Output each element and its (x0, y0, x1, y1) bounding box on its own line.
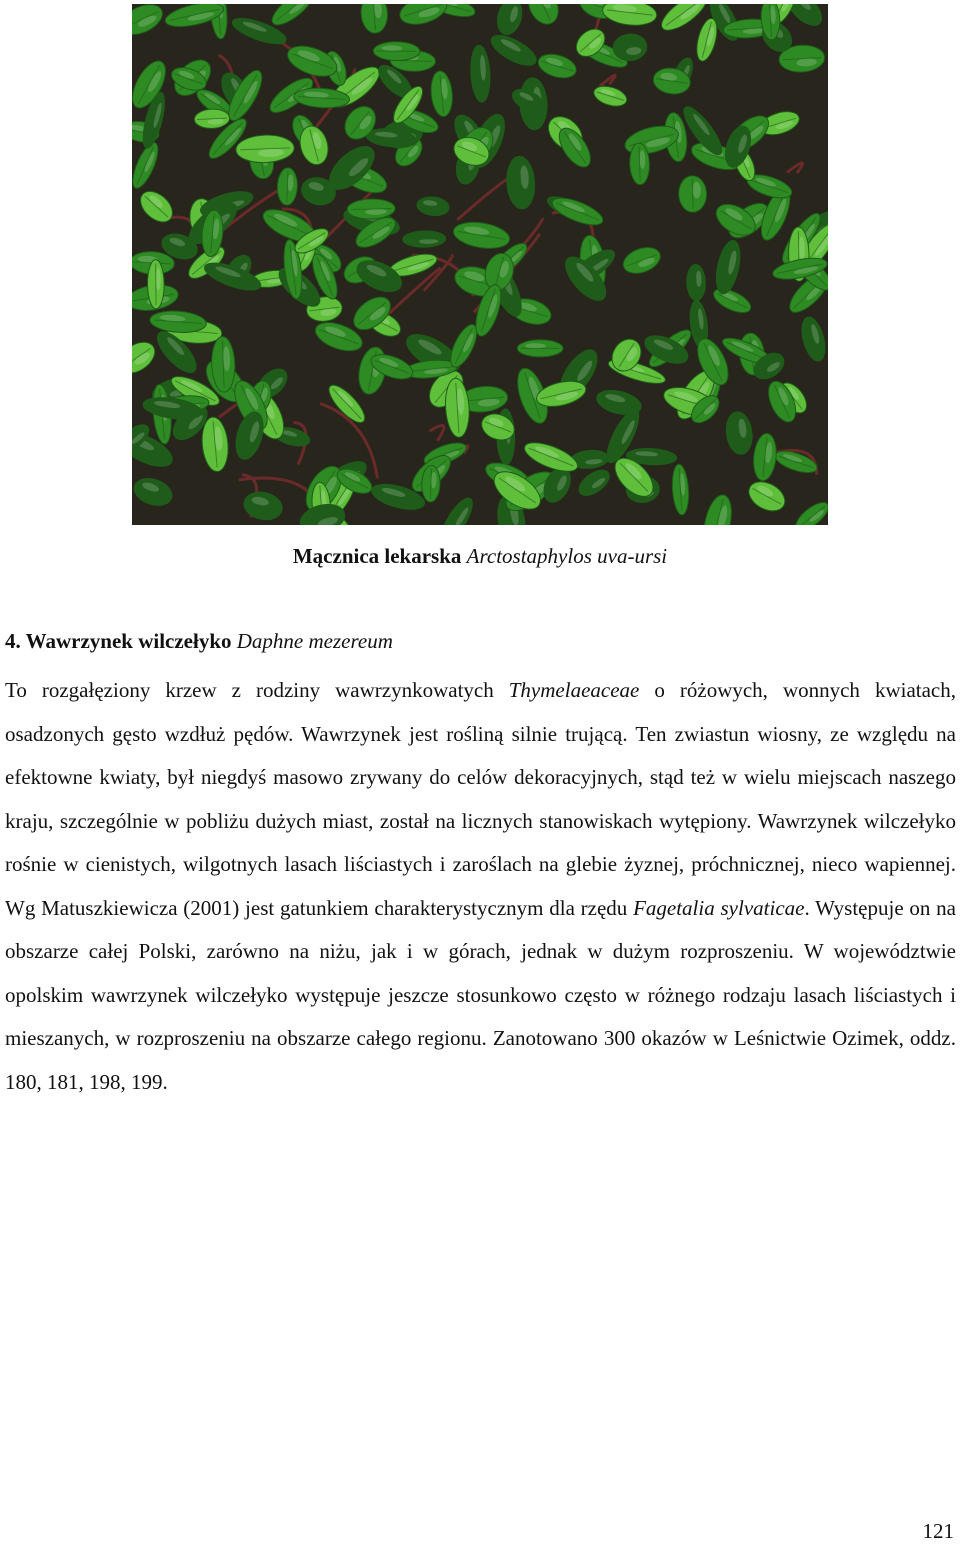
caption-latin-name: Arctostaphylos uva-ursi (466, 544, 668, 568)
section-latin-name: Daphne mezereum (236, 629, 393, 653)
body-paragraph (5, 669, 956, 1104)
leaf (517, 340, 563, 357)
leaf (678, 175, 707, 212)
leaf (403, 231, 446, 248)
leaf (147, 260, 164, 309)
section-title: 4. Wawrzynek wilczełyko (5, 629, 232, 653)
paragraph-text-2: o różowych, wonnych kwiatach, osadzonych gęsto wzdłuż pędów. Wawrzynek jest rośliną silnie trującą. Ten zwiastun wiosny, ze względu na efektowne kwiaty, był niegdyś masowo zrywany do celów dekoracyjnych, stąd też w wielu miejscach naszego kraju, szczególnie w pobliżu dużych miast, został na licznych stanowiskach wytępiony. Wawrzynek wilczełyko rośnie w cienistych, wilgotnych lasach liściastych i zaroślach na glebie żyznej, próchnicznej, nieco wapiennej. Wg Matuszkiewicza (2001) jest gatunkiem charakterystycznym dla rzędu (5, 678, 956, 920)
family-latin-name: Thymelaeaceae (508, 678, 640, 702)
photo-caption (0, 541, 960, 571)
leaf (373, 41, 420, 60)
caption-common-name: Mącznica lekarska (292, 544, 462, 568)
plant-photo (132, 4, 828, 525)
bearberry-leaves-image (132, 4, 828, 525)
order-latin-name: Fagetalia sylvaticae (633, 895, 805, 920)
section-heading (5, 626, 393, 656)
paragraph-text-1: To rozgałęziony krzew z rodziny wawrzynkowatych (5, 678, 509, 702)
paragraph-text-3: . Występuje on na obszarze całej Polski, zarówno na niżu, jak i w górach, jednak w dużym rozproszeniu. W województwie opolskim wawrzynek wilczełyko występuje jeszcze stosunkowo często w różnego rodzaju lasach liściastych i mieszanych, w rozproszeniu na obszarze całego regionu. Zanotowano 300 okazów w Leśnictwie Ozimek, oddz. 180, 181, 198, 199. (5, 895, 957, 1094)
page-number: 121 (922, 1519, 954, 1543)
